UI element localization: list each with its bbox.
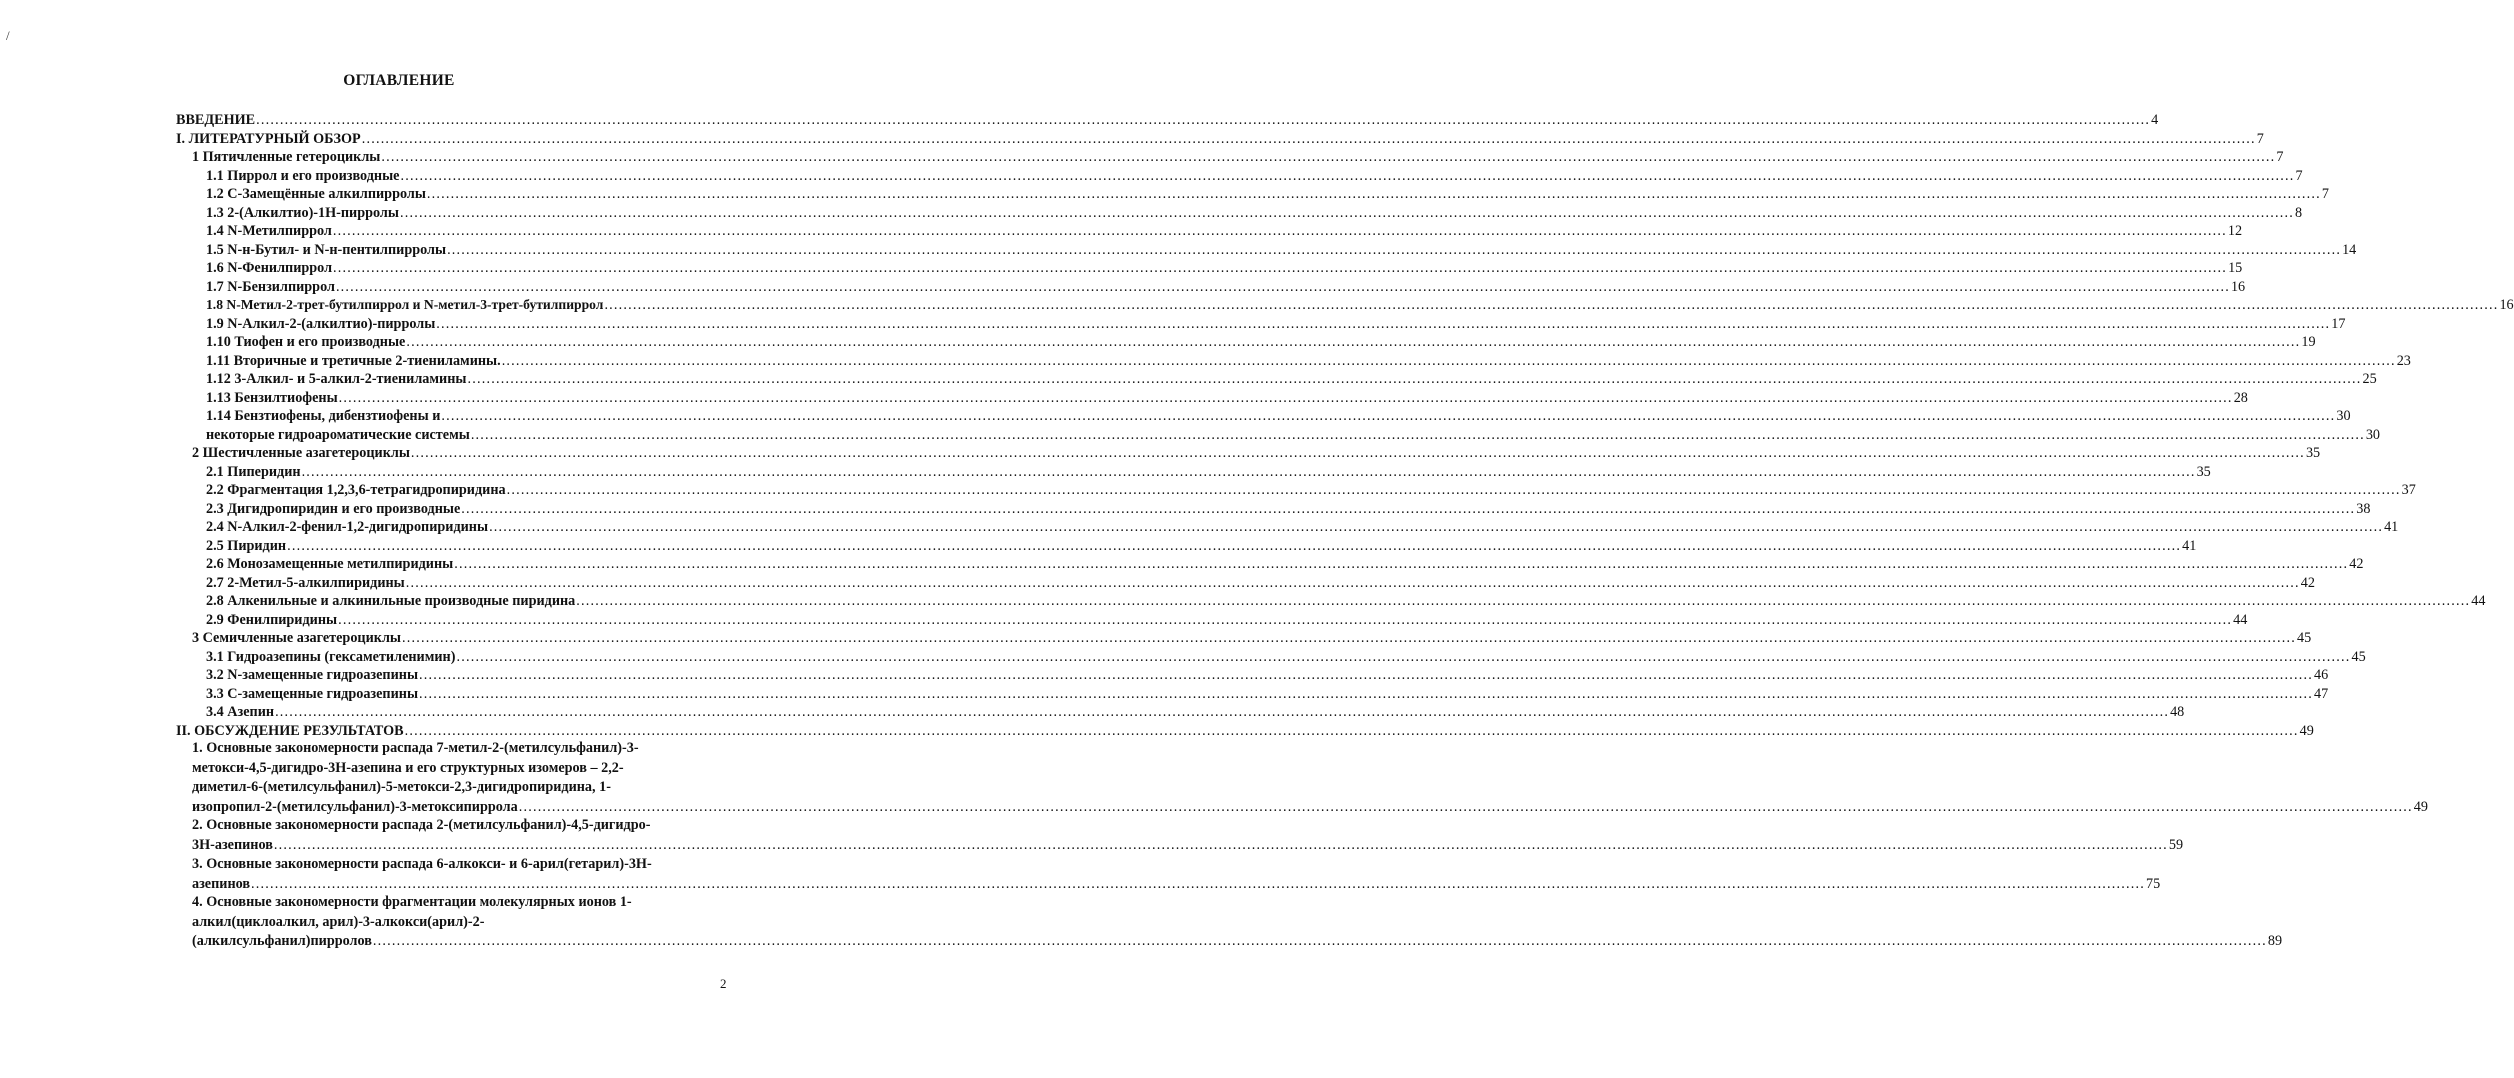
section-line: 1. Основные закономерности распада 7-метил-2-(метилсульфанил)-3- xyxy=(192,740,639,756)
dot-leader xyxy=(337,611,2233,629)
toc-entry-page: 30 xyxy=(2365,426,2381,443)
toc-entry-title: 1.7 N-Бензилпиррол xyxy=(206,278,335,295)
dot-leader xyxy=(435,315,2331,333)
toc-entry-page: 42 xyxy=(2300,574,2315,591)
toc-entry[interactable] xyxy=(206,703,2185,721)
dot-leader xyxy=(401,629,2297,647)
toc-entry[interactable] xyxy=(206,296,2514,314)
section-last-line xyxy=(192,875,2161,895)
toc-entry[interactable] xyxy=(206,666,2329,684)
toc-entry-page: 45 xyxy=(2297,630,2312,646)
toc-entry[interactable] xyxy=(206,222,2243,240)
toc-entry-page: 46 xyxy=(2314,667,2329,683)
dot-leader xyxy=(460,500,2356,518)
toc-entry[interactable] xyxy=(206,611,2248,629)
toc-entry-title: 2.9 Фенилпиридины xyxy=(206,611,338,628)
dot-leader xyxy=(446,241,2342,259)
dot-leader xyxy=(332,222,2228,240)
dot-leader xyxy=(286,537,2182,555)
toc-entry-title: 1.14 Бензтиофены, дибензтиофены и xyxy=(206,408,441,424)
dot-leader xyxy=(410,444,2306,462)
toc-entry-page: 35 xyxy=(2305,445,2321,461)
toc-entry-page: 14 xyxy=(2342,241,2357,258)
toc-entry-title: 1 Пятичленные гетероциклы xyxy=(192,149,381,165)
toc-entry[interactable] xyxy=(206,592,2486,610)
toc-entry-title: 1.1 Пиррол и его производные xyxy=(206,167,400,184)
toc-entry[interactable] xyxy=(206,518,2399,536)
section-last-text: изопропил-2-(метилсульфанил)-3-метоксипиррола xyxy=(192,798,518,815)
toc-entry-page: 49 xyxy=(2413,798,2428,815)
toc-entry-page: 16 xyxy=(2499,297,2514,313)
dot-leader xyxy=(603,296,2499,314)
toc-entry-introduction[interactable] xyxy=(176,111,2159,129)
dot-leader xyxy=(399,204,2295,222)
toc-entry[interactable] xyxy=(206,204,2303,222)
toc-section-1[interactable] xyxy=(192,739,2428,817)
toc-entry[interactable] xyxy=(206,370,2377,388)
section-line: 4. Основные закономерности фрагментации молекулярных ионов 1- xyxy=(192,894,632,910)
dot-leader xyxy=(338,389,2234,407)
toc-entry[interactable] xyxy=(206,537,2197,555)
toc-entry-title: 2.4 N-Алкил-2-фенил-1,2-дигидропиридины xyxy=(206,519,489,535)
toc-entry-page: 7 xyxy=(2276,149,2284,165)
dot-leader xyxy=(418,666,2314,684)
toc-entry[interactable] xyxy=(206,500,2371,518)
toc-entry-results-discussion[interactable] xyxy=(176,722,2314,740)
toc-section-2[interactable] xyxy=(192,816,2184,855)
toc-entry[interactable] xyxy=(206,555,2364,573)
toc-entry-page: 47 xyxy=(2314,685,2329,702)
toc-entry[interactable] xyxy=(206,463,2211,481)
dot-leader xyxy=(440,407,2336,425)
dot-leader xyxy=(372,932,2268,952)
toc-entry-page: 12 xyxy=(2227,223,2243,239)
toc-entry-page: 44 xyxy=(2471,593,2486,609)
toc-entry-page: 17 xyxy=(2331,315,2346,332)
toc-entry-page: 44 xyxy=(2233,611,2248,628)
dot-leader xyxy=(380,148,2276,166)
toc-entry-page: 7 xyxy=(2295,167,2303,184)
dot-leader xyxy=(470,426,2366,444)
section-last-line xyxy=(192,798,2428,818)
toc-entry[interactable] xyxy=(206,481,2416,499)
toc-entry-page: 42 xyxy=(2349,556,2364,572)
toc-entry-page: 25 xyxy=(2362,371,2377,387)
dot-leader xyxy=(501,352,2397,370)
toc-entry-page: 7 xyxy=(2321,186,2330,202)
toc-entry-page: 38 xyxy=(2356,500,2371,517)
toc-entry-literature-review[interactable] xyxy=(176,130,2264,148)
dot-leader xyxy=(399,167,2295,185)
toc-entry-title: 3.3 С-замещенные гидроазепины xyxy=(206,685,419,702)
toc-entry-page: 41 xyxy=(2182,537,2197,554)
dot-leader xyxy=(335,278,2231,296)
section-last-line xyxy=(192,836,2184,856)
dot-leader xyxy=(274,703,2170,721)
toc-section-3[interactable] xyxy=(192,855,2161,894)
toc-entry-title: 1.8 N-Метил-2-трет-бутилпиррол и N-метил-3-трет-бутилпиррол xyxy=(206,297,604,312)
toc-entry-page: 30 xyxy=(2336,408,2351,424)
toc-entry[interactable] xyxy=(192,148,2284,166)
section-line: алкил(циклоалкил, арил)-3-алкокси(арил)-2- xyxy=(192,913,485,930)
toc-entry-page: 48 xyxy=(2170,704,2185,720)
dot-leader xyxy=(405,574,2301,592)
toc-entry-page: 35 xyxy=(2196,463,2211,480)
toc-entry[interactable] xyxy=(206,407,2351,425)
toc-entry-page: 75 xyxy=(2146,875,2161,892)
toc-entry-page: 16 xyxy=(2230,278,2246,295)
dot-leader xyxy=(361,130,2257,148)
toc-entry[interactable] xyxy=(206,426,2381,444)
toc-entry-title: 1.3 2-(Алкилтио)-1H-пирролы xyxy=(206,204,399,221)
toc-entry[interactable] xyxy=(206,167,2303,185)
dot-leader xyxy=(301,463,2197,481)
toc-entry-title: 1.6 N-Фенилпиррол xyxy=(206,260,333,276)
toc-entry-title: 3.2 N-замещенные гидроазепины xyxy=(206,667,419,683)
toc-entry-title: 3 Семичленные азагетероциклы xyxy=(192,630,401,646)
section-line: 3. Основные закономерности распада 6-алкокси- и 6-арил(гетарил)-3H- xyxy=(192,856,652,872)
dot-leader xyxy=(506,481,2402,499)
dot-leader xyxy=(250,875,2146,895)
dot-leader xyxy=(488,518,2384,536)
toc-entry-title: 2.2 Фрагментация 1,2,3,6-тетрагидропиридина xyxy=(206,482,506,498)
toc-entry[interactable] xyxy=(206,185,2330,203)
toc-entry-page: 45 xyxy=(2351,648,2366,665)
toc-entry-title: 3.1 Гидроазепины (гексаметиленимин) xyxy=(206,648,456,665)
toc-entry-page: 37 xyxy=(2401,482,2416,498)
toc-entry-title: 2.1 Пиперидин xyxy=(206,463,301,480)
toc-entry[interactable] xyxy=(206,315,2346,333)
toc-entry-title: II. ОБСУЖДЕНИЕ РЕЗУЛЬТАТОВ xyxy=(176,722,404,739)
toc-entry[interactable] xyxy=(206,278,2246,296)
toc-entry[interactable] xyxy=(206,333,2316,351)
corner-mark: / xyxy=(6,28,10,43)
section-last-text: азепинов xyxy=(192,875,251,892)
toc-entry-title: 2.5 Пиридин xyxy=(206,537,287,554)
dot-leader xyxy=(404,722,2300,740)
toc-entry[interactable] xyxy=(192,629,2312,647)
section-last-text: (алкилсульфанил)пирролов xyxy=(192,933,372,949)
toc-entry-page: 89 xyxy=(2267,933,2283,949)
toc-entry-title: ВВЕДЕНИЕ xyxy=(176,112,256,128)
toc-entry-title: 1.13 Бензилтиофены xyxy=(206,389,338,406)
toc-entry-page: 4 xyxy=(2151,112,2159,128)
toc-entry-title: 1.5 N-н-Бутил- и N-н-пентилпирролы xyxy=(206,241,447,258)
section-line: 2. Основные закономерности распада 2-(метилсульфанил)-4,5-дигидро- xyxy=(192,817,651,833)
section-line: метокси-4,5-дигидро-3H-азепина и его структурных изомеров – 2,2- xyxy=(192,759,624,776)
toc-entry-page: 23 xyxy=(2396,352,2411,369)
toc-entry-title: 1.11 Вторичные и третичные 2-тиениламины. xyxy=(206,352,501,369)
toc-entry[interactable] xyxy=(192,444,2321,462)
dot-leader xyxy=(273,836,2169,856)
dot-leader xyxy=(518,798,2414,818)
toc-entry-title: 3.4 Азепин xyxy=(206,704,275,720)
toc-entry-title: 2.7 2-Метил-5-алкилпиридины xyxy=(206,574,405,591)
dot-leader xyxy=(466,370,2362,388)
toc-entry[interactable] xyxy=(206,352,2411,370)
toc-entry-title: 2 Шестичленные азагетероциклы xyxy=(192,445,410,461)
toc-entry-title: 1.12 3-Алкил- и 5-алкил-2-тиениламины xyxy=(206,371,467,387)
toc-entry-title: некоторые гидроароматические системы xyxy=(206,426,470,443)
dot-leader xyxy=(426,185,2322,203)
toc-entry-title: I. ЛИТЕРАТУРНЫЙ ОБЗОР xyxy=(176,130,361,147)
page-title: ОГЛАВЛЕНИЕ xyxy=(343,72,455,89)
toc-entry[interactable] xyxy=(206,574,2315,592)
toc-entry-page: 28 xyxy=(2233,389,2248,406)
section-last-text: 3H-азепинов xyxy=(192,836,273,853)
toc-entry[interactable] xyxy=(206,389,2248,407)
toc-entry-title: 1.4 N-Метилпиррол xyxy=(206,223,332,239)
dot-leader xyxy=(255,111,2151,129)
toc-entry-title: 1.2 С-Замещённые алкилпирролы xyxy=(206,186,426,202)
dot-leader xyxy=(418,685,2314,703)
toc-entry-title: 2.8 Алкенильные и алкинильные производные пиридина xyxy=(206,593,576,609)
dot-leader xyxy=(575,592,2471,610)
toc-entry-title: 1.9 N-Алкил-2-(алкилтио)-пирролы xyxy=(206,315,436,332)
dot-leader xyxy=(332,259,2228,277)
toc-entry-title: 2.3 Дигидропиридин и его производные xyxy=(206,500,461,517)
toc-entry[interactable] xyxy=(206,685,2329,703)
toc-entry[interactable] xyxy=(206,259,2243,277)
toc-entry-title: 1.10 Тиофен и его производные xyxy=(206,334,406,350)
toc-section-4[interactable] xyxy=(192,893,2283,952)
toc-entry-page: 8 xyxy=(2294,204,2303,221)
toc-entry-page: 59 xyxy=(2168,836,2184,853)
toc-entry-page: 19 xyxy=(2301,334,2316,350)
section-line: диметил-6-(метилсульфанил)-5-метокси-2,3-дигидропиридина, 1- xyxy=(192,779,611,795)
toc-entry-page: 15 xyxy=(2228,260,2243,276)
toc-entry-page: 7 xyxy=(2256,130,2264,147)
page-number: 2 xyxy=(720,976,727,991)
dot-leader xyxy=(455,648,2351,666)
toc-entry-page: 49 xyxy=(2299,722,2314,739)
section-last-line xyxy=(192,932,2283,952)
dot-leader xyxy=(453,555,2349,573)
toc-entry-title: 2.6 Монозамещенные метилпиридины xyxy=(206,556,454,572)
toc-entry[interactable] xyxy=(206,648,2366,666)
dot-leader xyxy=(405,333,2301,351)
toc-entry[interactable] xyxy=(206,241,2357,259)
toc-entry-page: 41 xyxy=(2384,519,2399,535)
